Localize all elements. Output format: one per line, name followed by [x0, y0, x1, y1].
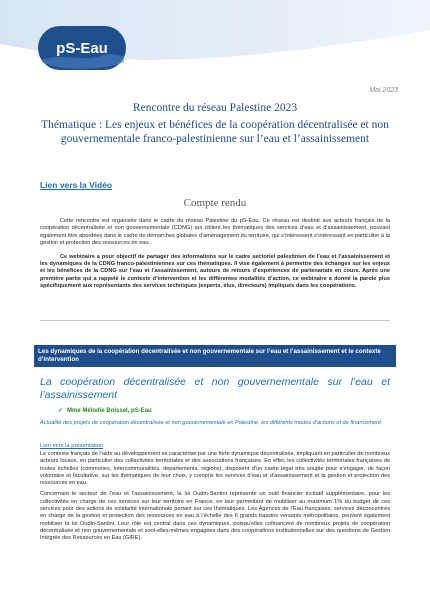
intro-text [40, 218, 390, 297]
speaker-name: Mme Mélodie Boissel, pS-Eau [67, 408, 152, 414]
presentation-link[interactable]: Lien vers la présentation [40, 443, 104, 449]
intro-paragraph-1: Cette rencontre est organisée dans le cadre du réseau Palestine du pS-Eau. Ce réseau est destiné aux acteurs français de la coopération décentralisée et non gouvernementale (CDNG) qui ciblent les thématiques des services d’eau et d’assainissement, pouvant également être abordées dans le cadre de démarches globales d’aménagement du territoire, qui s’intéressent s’intéressant en particulier à la gestion et protection des ressources en eau. [40, 218, 390, 247]
intro-paragraph-2: Ce webinaire a pour objectif de partager des informations sur le cadre sectoriel palestinien de l’eau et l’assainissement et les dynamiques de la CDNG franco-palestiniennes sur ces thématiques. Il vise également à permettre des échanges sur les enjeux et les bénéfices de la CDNG sur l’eau et l’assainissement, autours de retours d’expériences de partenariats en cours. Après une première partie qui a rappelé le contexte d’intervention et les différentes modalités d’action, ce webinaire a donné la parole plus spécifiquement aux représentants des services techniques (experts, élus, directeurs) impliqués dans les coopérations. [40, 253, 390, 290]
section-banner: Les dynamiques de la coopération décentralisée et non gouvernementale sur l’eau et l’assainissement et le contexte d’intervention [34, 345, 396, 367]
speaker [58, 407, 152, 414]
speaker-role: Actualité des projets de coopération décentralisée et non gouvernementale en Palestine, les différents modes d’actions et de financement. [40, 420, 383, 426]
check-icon: ✓ [58, 408, 64, 414]
part-title: La coopération décentralisée et non gouvernementale sur l’eau et l’assainissement [40, 376, 390, 401]
body-paragraph-2: Concernant le secteur de l’eau et l’assainissement, la loi Oudin-Santini représente un outil financier incitatif supplémentaire, pour les collectivités en charge de ces services sur leur territoire en France, en leur permettant de mobiliser au maximum 1% du budget de ces services pour des actions de solidarité internationale portant sur ces thématiques. Les Agences de l’Eau françaises, services déconcentrés en charge de la gestion et protection des ressources en eau à l’échelle des 6 grands bassins versants métropolitains, peuvent également mobiliser la loi Oudin-Santini. Leur rôle est central dans ces dynamiques, puisqu’elles cofinancent de nombreux projets de coopération décentralisée et non gouvernementale et sont-elles-mêmes engagées dans des coopérations institutionnelles sur des questions de Gestion Intégrée des Ressources en Eau (GIRE). [40, 491, 390, 542]
body-paragraph-1: Le contexte français de l’aide au développement se caractérise par une forte dynamique décentralisée, impliquant en particulier de nombreux acteurs locaux, en particulier des collectivités territoriales et des associations françaises. En effet, les collectivités territoriales françaises de toutes échelles (communes, intercommunalités, départements, régions), disposent d’un cadre légal très souple pour s’engager, de façon volontaire et facultative, sur les thématiques de leur choix, y compris les services d’eau et d’assainissement et la gestion et protection des ressources en eau. [40, 451, 390, 487]
divider [40, 320, 390, 321]
section-heading: Compte rendu [183, 197, 247, 209]
document-title: Rencontre du réseau Palestine 2023 [132, 102, 298, 114]
video-link[interactable]: Lien vers la Vidéo [40, 180, 113, 190]
body-text [40, 451, 390, 547]
title-block [22, 101, 408, 146]
logo-text: pS-Eau [56, 40, 108, 57]
document-subtitle: Thématique : Les enjeux et bénéfices de la coopération décentralisée et non gouvernementale franco-palestinienne sur l’eau et l’assainissement [41, 119, 389, 145]
document-date: Mai 2023 [369, 87, 398, 94]
ps-eau-logo [38, 26, 126, 70]
